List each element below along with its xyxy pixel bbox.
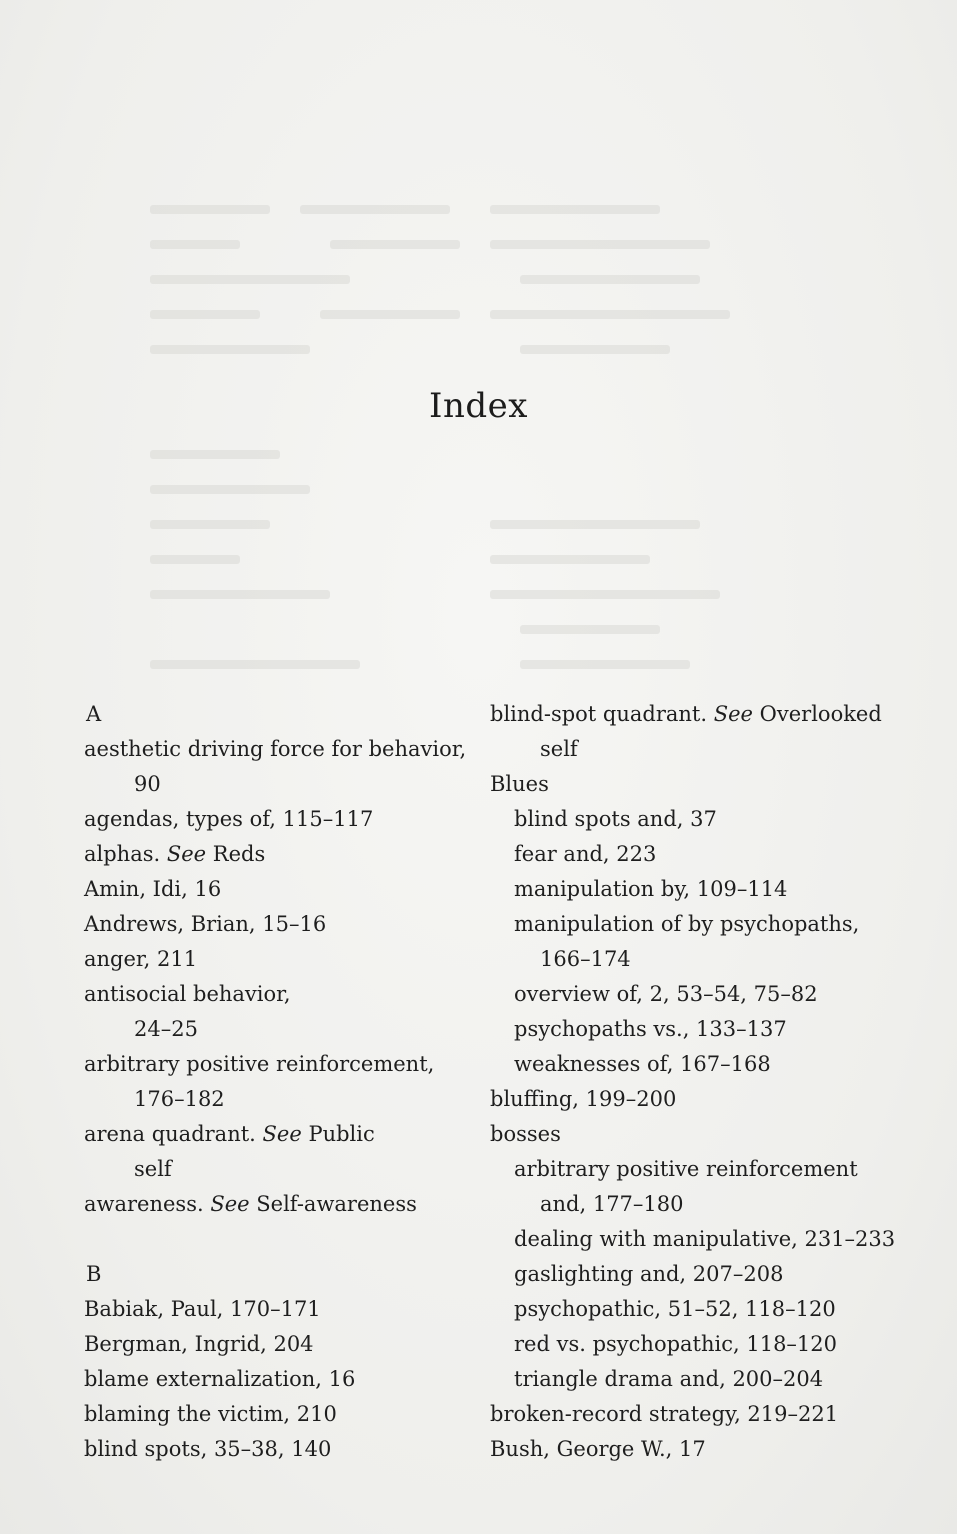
index-entry: Babiak, Paul, 170–171 xyxy=(84,1297,321,1321)
index-entry: bluffing, 199–200 xyxy=(490,1087,677,1111)
index-entry: awareness. See Self-awareness xyxy=(84,1192,417,1216)
index-entry: blame externalization, 16 xyxy=(84,1367,356,1391)
index-subentry: manipulation of by psychopaths, xyxy=(514,912,860,936)
index-column-left xyxy=(78,697,478,1467)
section-letter-a: A xyxy=(86,702,102,726)
index-entry: alphas. See Reds xyxy=(84,842,266,866)
index-subentry: blind spots and, 37 xyxy=(514,807,717,831)
index-entry: anger, 211 xyxy=(84,947,198,971)
index-entry: Bergman, Ingrid, 204 xyxy=(84,1332,314,1356)
index-entry: aesthetic driving force for behavior, 90 xyxy=(84,737,467,796)
index-subentry: gaslighting and, 207–208 xyxy=(514,1262,784,1286)
index-subentry: red vs. psychopathic, 118–120 xyxy=(514,1332,838,1356)
index-entry: Amin, Idi, 16 xyxy=(84,877,222,901)
index-entry: Bush, George W., 17 xyxy=(490,1437,706,1461)
index-entry: agendas, types of, 115–117 xyxy=(84,807,374,831)
index-subentry: fear and, 223 xyxy=(514,842,657,866)
index-subentry: psychopaths vs., 133–137 xyxy=(514,1017,787,1041)
index-entry: blind-spot quadrant. See Overlooked self xyxy=(490,702,882,761)
index-entry: arena quadrant. See Public self xyxy=(84,1122,375,1181)
index-subentry-continuation: 166–174 xyxy=(540,947,631,971)
index-subentry: weaknesses of, 167–168 xyxy=(514,1052,771,1076)
index-entry: arbitrary positive reinforcement, 176–182 xyxy=(84,1052,435,1111)
index-subentry: overview of, 2, 53–54, 75–82 xyxy=(514,982,818,1006)
index-subentry-continuation: and, 177–180 xyxy=(540,1192,684,1216)
index-subentry: dealing with manipulative, 231–233 xyxy=(514,1227,896,1251)
index-entry: broken-record strategy, 219–221 xyxy=(490,1402,839,1426)
index-subentry: psychopathic, 51–52, 118–120 xyxy=(514,1297,836,1321)
index-subentry: manipulation by, 109–114 xyxy=(514,877,788,901)
index-entry: blind spots, 35–38, 140 xyxy=(84,1437,332,1461)
index-entry: antisocial behavior, 24–25 xyxy=(84,982,291,1041)
index-column-right xyxy=(484,697,896,1467)
index-subentry: arbitrary positive reinforcement xyxy=(514,1157,858,1181)
index-entry-blues: Blues xyxy=(490,772,549,796)
index-entry: blaming the victim, 210 xyxy=(84,1402,337,1426)
section-letter-b: B xyxy=(86,1262,102,1286)
index-entry-bosses: bosses xyxy=(490,1122,561,1146)
index-subentry: triangle drama and, 200–204 xyxy=(514,1367,824,1391)
page-title: Index xyxy=(429,386,528,426)
section-gap xyxy=(78,1222,478,1257)
index-entry: Andrews, Brian, 15–16 xyxy=(84,912,327,936)
